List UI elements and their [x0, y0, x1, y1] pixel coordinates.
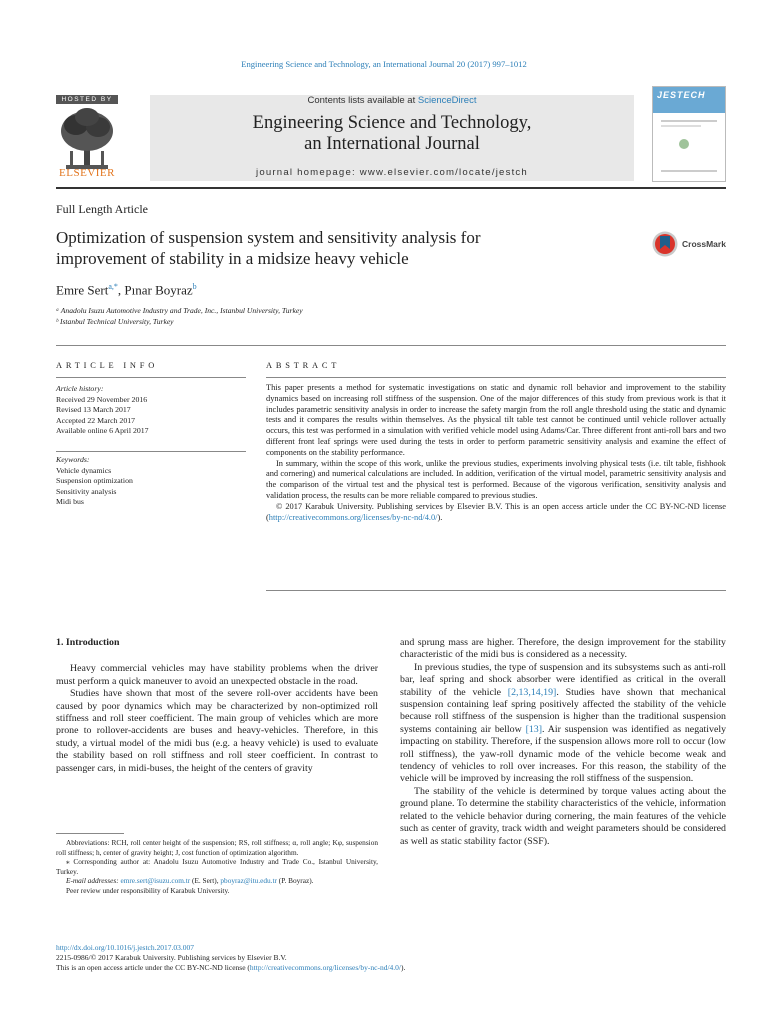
history-revised: Revised 13 March 2017 — [56, 405, 131, 414]
footnotes — [56, 838, 378, 896]
para3-text-c: . Air suspension was identified as negatively impacting on stability. Therefore, if the suspension allows more roll to occur (low roll stiffness), the yaw-roll dynamic mode of the vehicle become weak and tendency of vehicles to roll over increases. For this reason, the stability of the vehicle will be improved by increasing the roll stiffness of the suspension. — [400, 723, 727, 785]
contents-line — [150, 95, 634, 106]
author-1[interactable]: Emre Sert — [56, 282, 109, 298]
article-title — [56, 227, 616, 269]
journal-title — [150, 113, 634, 155]
title-line2: improvement of stability in a midsize heavy vehicle — [56, 249, 409, 268]
abstract-end-rule — [266, 590, 726, 591]
license-link[interactable]: http://creativecommons.org/licenses/by-nc-nd/4.0/ — [268, 512, 438, 522]
hosted-by-label: HOSTED BY — [56, 95, 118, 104]
abstract-heading: ABSTRACT — [266, 361, 341, 370]
author-separator: , — [117, 282, 125, 298]
open-access-line — [56, 963, 405, 973]
title-line1: Optimization of suspension system and sensitivity analysis for — [56, 228, 481, 247]
journal-title-line1: Engineering Science and Technology, — [252, 113, 532, 133]
history-accepted: Accepted 22 March 2017 — [56, 415, 136, 425]
keywords-rule — [56, 451, 246, 452]
keyword-item: Sensitivity analysis — [56, 486, 117, 496]
footnote-rule — [56, 833, 124, 834]
article-info-rule — [56, 377, 246, 378]
footnote-emails — [56, 876, 378, 886]
copyright-end: ). — [437, 512, 443, 522]
affiliation-a: ᵃ Anadolu Isuzu Automotive Industry and Trade, Inc., Istanbul University, Turkey — [56, 306, 303, 315]
abstract-paragraph-2: In summary, within the scope of this work, unlike the previous studies, experiments involving physical tests (i.e. tilt table, fishhook and cornering) and numerical calculations are included. In addition, verification of the virtual model, parametric sensitivity analysis and the comparison of the virtual test and the physical test is performed. Because of the vigorous verification, sensitivity analysis and validation process, the results can be more reliable compared to previous studies. — [266, 458, 726, 500]
journal-reference[interactable]: Engineering Science and Technology, an International Journal 20 (2017) 997–1012 — [241, 59, 527, 69]
footnote-peer-review: Peer review under responsibility of Karabuk University. — [66, 885, 230, 895]
meta-divider — [56, 345, 726, 346]
intro-right-column — [400, 637, 726, 848]
author-2[interactable]: Pınar Boyraz — [124, 282, 193, 298]
oa-end: ). — [400, 963, 406, 972]
publisher-name: ELSEVIER — [59, 167, 115, 179]
abstract-copyright — [266, 502, 726, 524]
oa-prefix: This is an open access article under the CC BY-NC-ND license ( — [56, 963, 250, 972]
crossmark-label: CrossMark — [682, 239, 726, 249]
history-label: Article history: — [56, 384, 104, 393]
email-link-boyraz[interactable]: pboyraz@itu.edu.tr — [220, 876, 277, 886]
keywords-label: Keywords: — [56, 455, 90, 464]
footnote-abbreviations: Abbreviations: RCH, roll center height of the suspension; RS, roll stiffness; α, roll angle; Kφ, suspension roll stiffness; h, center of gravity height; J, cost function of optimization algorithm. — [56, 838, 378, 857]
intro-left-column — [56, 637, 378, 775]
journal-homepage[interactable]: journal homepage: www.elsevier.com/locate/jestch — [256, 167, 528, 178]
footnote-corresponding: ⁎ Corresponding author at: Anadolu Isuzu Automotive Industry and Trade Co., Istanbul University, Turkey. — [56, 857, 378, 876]
keyword-item: Midi bus — [56, 497, 84, 506]
issn-line: 2215-0986/© 2017 Karabuk University. Publishing services by Elsevier B.V. — [56, 953, 287, 962]
cover-emblem-icon — [653, 114, 725, 182]
keyword-item: Vehicle dynamics — [56, 465, 112, 475]
para3-text-a: In previous studies, the type of suspension and its subsystems such as anti-roll bar, leaf spring and shock absorber were identified as critical in the overall stability of the vehicle — [400, 661, 726, 698]
keywords — [56, 455, 246, 508]
intro-paragraph-continued: and sprung mass are higher. Therefore, the design improvement for the stability characteristic of the midi bus is considered as a necessity. — [400, 637, 726, 661]
cover-header — [653, 87, 725, 113]
cover-label: JESTECH — [657, 90, 706, 100]
article-info-heading: ARTICLE INFO — [56, 361, 159, 370]
section-heading-introduction: 1. Introduction — [56, 637, 120, 648]
intro-paragraph-2: Studies have shown that most of the severe roll-over accidents have been caused by poor dynamics which may be characterized by non-optimized roll stiffness and roll steer coefficient. The main group of vehicles which are more prone to rollover-accidents are buses and heavy-vehicles. Therefore, in this study, a virtual model of the midi bus (e.g. a heavy vehicle) is used to evaluate the stability based on roll stiffness and roll steer coefficient. In contrast to passenger cars, in midi-buses, the height of the centers of gravity — [56, 688, 378, 774]
oa-license-link[interactable]: http://creativecommons.org/licenses/by-nc-nd/4.0/ — [249, 963, 401, 972]
email-sert-name: (E. Sert), — [190, 876, 221, 886]
contents-prefix: Contents lists available at — [307, 95, 418, 106]
page-footer — [56, 943, 405, 973]
affiliation-b: ᵇ Istanbul Technical University, Turkey — [56, 317, 174, 326]
header-divider — [56, 187, 726, 189]
elsevier-logo — [56, 95, 118, 181]
copyright-text: © 2017 Karabuk University. Publishing services by Elsevier B.V. This is an open access article under the CC BY-NC-ND license ( — [266, 501, 726, 522]
citation-link[interactable]: [2,13,14,19] — [507, 686, 557, 698]
keyword-item: Suspension optimization — [56, 476, 133, 485]
elsevier-tree-icon — [56, 103, 118, 175]
journal-title-line2: an International Journal — [304, 134, 480, 154]
sciencedirect-link[interactable]: ScienceDirect — [417, 95, 477, 106]
abstract-paragraph-1: This paper presents a method for systematic investigations on static and dynamic roll behavior and improvement to the stability dynamics based on increasing roll stiffness of the suspension. One of the major differences of this study from previous work is that it includes parametric sensitivity analysis in order to increase the safety margin from the roll angle threshold using the static and dynamic tests and it compares the results within themselves. As the physical tilt table test cannot be continued until vehicle rollover actually occurs, this test was performed in a simulation with verified vehicle model using Adams/Car. Three different front anti-roll bars and two different front leaf springs were used during the tests in order to perform parametric sensitivity analysis and examine the effect of components on the stability performance. — [266, 383, 726, 457]
history-online: Available online 6 April 2017 — [56, 426, 149, 435]
article-type: Full Length Article — [56, 202, 148, 216]
author-2-affil[interactable]: b — [192, 282, 197, 291]
journal-cover[interactable] — [652, 86, 726, 182]
crossmark-icon — [652, 229, 678, 259]
intro-paragraph-3 — [400, 662, 726, 786]
doi-link[interactable]: http://dx.doi.org/10.1016/j.jestch.2017.03.007 — [56, 943, 194, 952]
crossmark-badge[interactable] — [652, 229, 726, 259]
para3-text-b: . Studies have shown that mechanical suspension containing leaf spring positively affected the stability of the vehicle because roll stiffness of the suspension is higher than the traditional suspension systems containing air bellow — [400, 686, 727, 735]
abstract-rule — [266, 377, 726, 378]
email-boyraz-name: (P. Boyraz). — [276, 876, 314, 886]
author-1-affil[interactable]: a,* — [108, 282, 118, 291]
email-label: E-mail addresses: — [66, 876, 121, 886]
intro-paragraph-1: Heavy commercial vehicles may have stability problems when the driver must perform a quick maneuver to avoid an unexpected obstacle in the road. — [56, 663, 378, 687]
author-list — [56, 282, 197, 298]
history-received: Received 29 November 2016 — [56, 394, 148, 404]
article-history — [56, 384, 246, 437]
abstract-body — [266, 383, 726, 523]
intro-paragraph-4: The stability of the vehicle is determined by torque values acting about the ground plane. To determine the stability characteristics of the vehicle, information related to the vehicle behavior during cornering, the main features of the vehicle such as center of gravity, track width and weight parameters should be considered as well as static stability factor (SSF). — [400, 785, 726, 847]
email-link-sert[interactable]: emre.sert@isuzu.com.tr — [120, 876, 191, 886]
citation-link[interactable]: [13] — [525, 723, 543, 735]
journal-banner — [150, 95, 634, 181]
